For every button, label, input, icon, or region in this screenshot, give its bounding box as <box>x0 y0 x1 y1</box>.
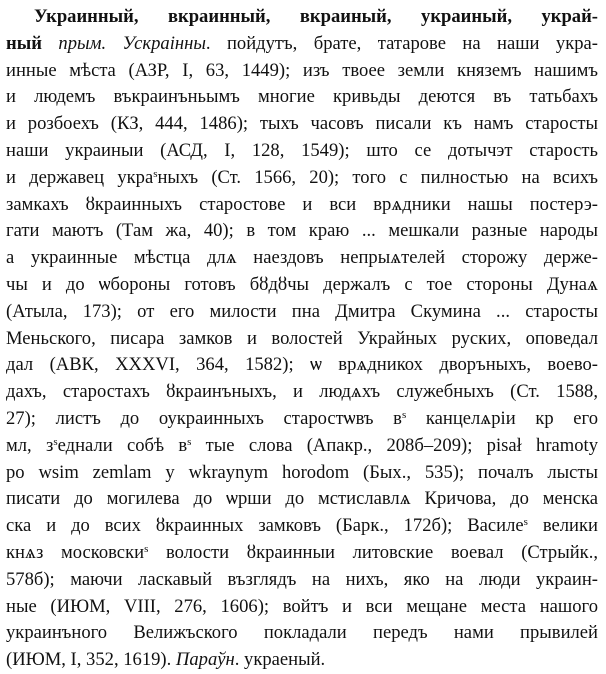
superscript-mark: s <box>144 542 149 555</box>
entry-text: еднали собѣ в <box>57 434 188 456</box>
entry-text: ска и до всих ȣкраинных замковъ (Барк., 172б); Василе <box>6 515 524 537</box>
entry-line <box>6 406 598 433</box>
entry-text: ные (ИЮМ, VIII, 276, 1606); войтъ и вси мещане места нашого <box>6 595 598 617</box>
entry-line <box>6 352 598 379</box>
entry-text: мл, з <box>6 434 54 456</box>
entry-text: писати до могилева до ѡрши до мстиславлѧ Кричова, до менска <box>6 488 598 510</box>
entry-text: волости ȣкраинныи литовские воевал (Стрыйк., <box>148 541 598 563</box>
entry-text: дахъ, старостахъ ȣкраинъныхъ, и людѧхъ служебныхъ (Ст. 1588, <box>6 381 598 403</box>
entry-text: и розбоехъ (КЗ, 444, 1486); тыхъ часовъ писали къ намъ старосты <box>6 113 598 135</box>
entry-text: украинъного Велижъского покладали передъ нами прывилей <box>6 622 598 644</box>
entry-text: наши украиныи (АСД, I, 128, 1549); што се дотычэт старость <box>6 139 598 161</box>
entry-text: ныхъ (Ст. 1566, 20); того с пилностью на всихъ <box>157 166 598 188</box>
superscript-mark: s <box>523 516 528 529</box>
entry-text: 578б); маючи ласкавый възглядъ на нихъ, яко на люди украин- <box>6 568 598 590</box>
entry-line <box>6 192 598 219</box>
entry-text: гати маютъ (Там жа, 40); в том краю ... мешкали разные народы <box>6 220 598 242</box>
entry-line <box>6 433 598 460</box>
entry-text <box>42 33 58 54</box>
entry-line <box>6 111 598 138</box>
entry-line <box>6 272 598 299</box>
entry-text: 27); листъ до оукраинныхъ старостѡвъ в <box>6 407 402 429</box>
entry-text: . украеный. <box>234 649 326 671</box>
entry-text: и державец укра <box>6 166 154 188</box>
entry-line <box>6 31 598 58</box>
entry-text: (ИЮМ, I, 352, 1619). <box>6 649 176 671</box>
entry-line <box>6 379 598 406</box>
entry-line <box>6 299 598 326</box>
entry-text: а украинные мѣстца длѧ наездовъ непрыѧтелей сторожу держе- <box>6 247 598 269</box>
superscript-mark: s <box>53 435 58 448</box>
superscript-mark: s <box>153 167 158 180</box>
entry-line <box>6 218 598 245</box>
entry-line <box>6 594 598 621</box>
entry-text: замкахъ ȣкраинныхъ старостове и вси врѧдники нашы постерэ- <box>6 193 598 215</box>
entry-text: велики <box>527 515 598 537</box>
superscript-mark: s <box>187 435 192 448</box>
entry-line <box>6 513 598 540</box>
entry-text: канцелѧрiи кр его <box>406 407 598 429</box>
entry-text: Меньского, писара замков и волостей Украйных руских, оповедал <box>6 327 598 349</box>
italic-label: прым. Ускраiнны <box>58 32 206 54</box>
headword: Украинный, вкраинный, вкраиный, украиный, украй- <box>34 6 598 27</box>
entry-text: . пойдутъ, брате, татарове на наши укра- <box>205 32 598 54</box>
entry-text: тые слова (Апакр., 208б–209); pisał hramoty <box>191 434 598 456</box>
entry-text: po wsim zemlam y wkraynym horodom (Бых., 535); почалъ лысты <box>6 461 598 483</box>
entry-text: чы и до ѡбороны готовъ бȣдȣчы держалъ с тое стороны Дунаѧ <box>6 273 598 295</box>
entry-text: и людемъ въкраинъньымъ многие кривьды деются въ татьбахъ <box>6 86 598 108</box>
entry-line <box>6 138 598 165</box>
entry-line <box>6 58 598 85</box>
dictionary-entry <box>6 4 598 674</box>
entry-line <box>6 84 598 111</box>
italic-label: Параўн <box>175 649 235 671</box>
entry-text: (Атыла, 173); от его милости пна Дмитра Скумина ... старосты <box>6 300 598 322</box>
entry-line <box>6 165 598 192</box>
entry-text: дал (АВК, XXXVI, 364, 1582); ѡ врѧдникох дворъныхъ, воево- <box>6 354 598 376</box>
entry-text: инные мѣстa (АЗР, I, 63, 1449); изъ твоее земли княземъ нашимъ <box>6 59 598 81</box>
entry-line <box>6 567 598 594</box>
headword: ный <box>6 32 42 54</box>
entry-line <box>6 620 598 647</box>
entry-text: кнѧз московски <box>6 541 145 563</box>
entry-line <box>6 540 598 567</box>
entry-line <box>6 4 598 31</box>
entry-line <box>6 245 598 272</box>
entry-line <box>6 486 598 513</box>
entry-line <box>6 460 598 487</box>
entry-line <box>6 326 598 353</box>
superscript-mark: s <box>401 408 407 421</box>
entry-line <box>6 647 598 674</box>
